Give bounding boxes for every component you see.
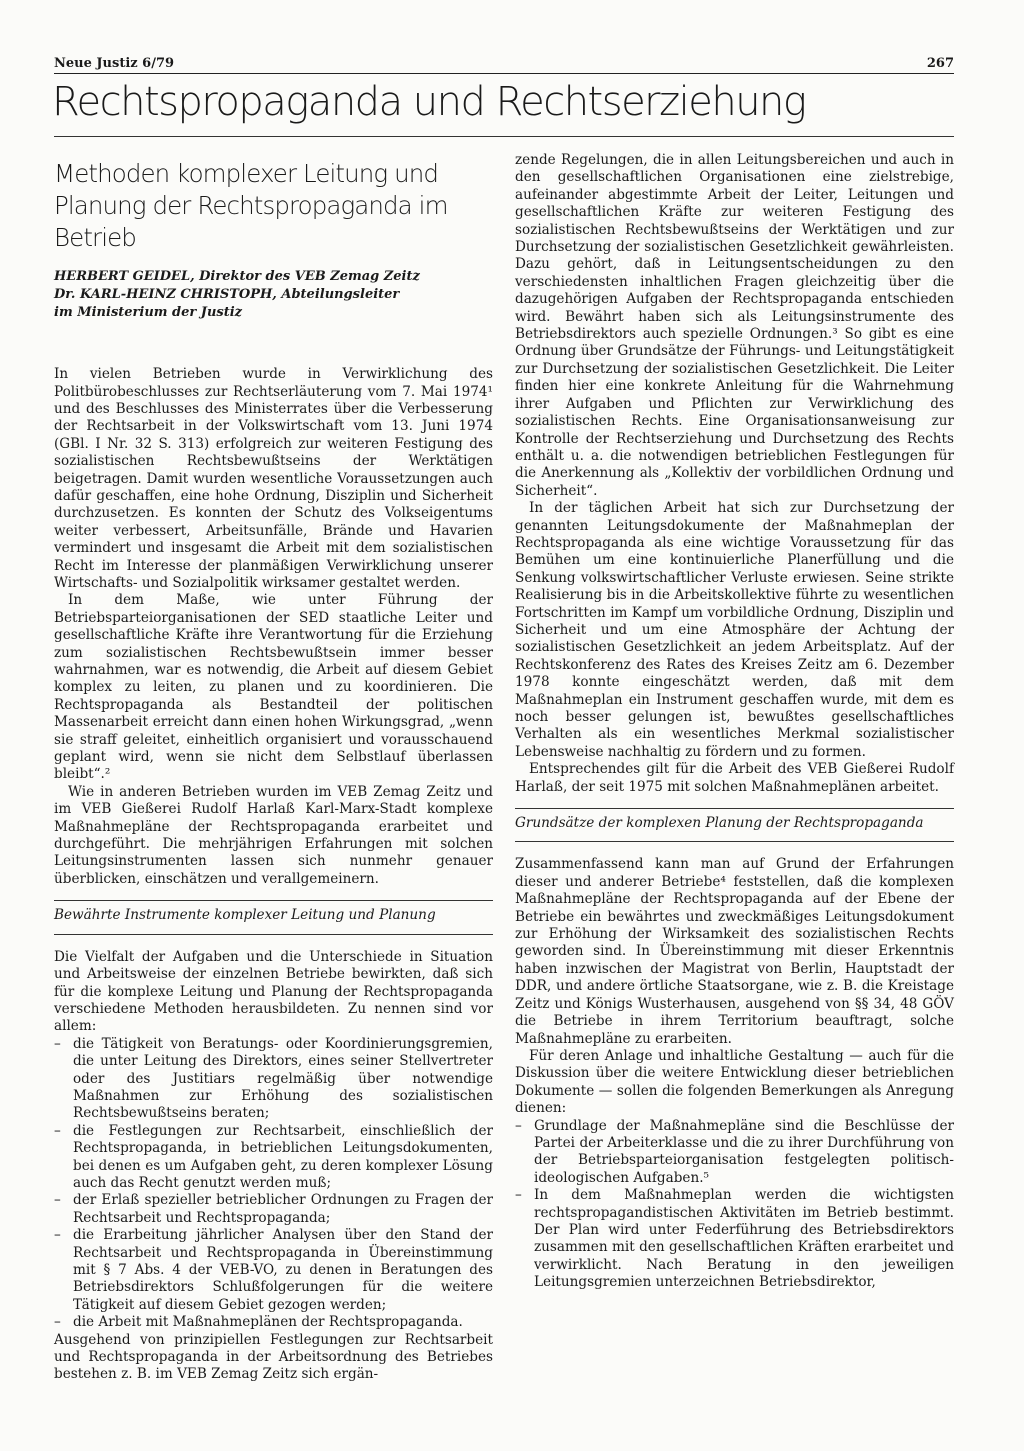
- paragraph-section2-2: Für deren Anlage und inhaltliche Gestaltung — auch für die Diskussion über die weitere Entwicklung dieser betrieblichen Dokumente — sollen die folgenden Bemerkungen als Anregung dienen:: [515, 1047, 954, 1117]
- list-item: – die Festlegungen zur Rechtsarbeit, einschließlich der Rechtspropaganda, in betrieblichen Leitungsdokumenten, bei denen es um Aufgaben geht, zu deren komplexer Lösung auch das Recht genutzt werden muß;: [54, 1123, 493, 1193]
- byline: [54, 268, 493, 323]
- paragraph-continuation-2: In der täglichen Arbeit hat sich zur Durchsetzung der genannten Leitungsdokumente der Maßnahmeplan der Rechtspropaganda als eine wichtige Voraussetzung für das Bemühen um eine kontinuierliche Planerfüllung und die Senkung volkswirtschaftlicher Verluste erwiesen. Seine strikte Realisierung bis in die Arbeitskollektive führte zu wesentlichen Fortschritten im Kampf um vorbildliche Ordnung, Disziplin und Sicherheit und um eine Atmosphäre der Achtung der sozialistischen Gesetzlichkeit an jedem Arbeitsplatz. Auf der Rechtskonferenz des Rates des Kreises Zeitz am 6. Dezember 1978 konnte eingeschätzt werden, daß mit dem Maßnahmeplan ein Instrument geschaffen wurde, mit dem es noch besser gelungen ist, bewußtes gesellschaftliches Verhalten als ein wesentliches Merkmal sozialistischer Lebensweise nachhaltig zu fördern und zu formen.: [515, 500, 954, 760]
- section-rule: [54, 136, 954, 137]
- byline-author-1: HERBERT GEIDEL, Direktor des VEB Zemag Zeitz: [54, 268, 420, 284]
- list-item: – die Erarbeitung jährlicher Analysen über den Stand der Rechtsarbeit und Rechtspropaganda in Übereinstimmung mit § 7 Abs. 4 der VEB-VO, zu denen in Beratungen des Betriebsdirektors Schlußfolgerungen für die weitere Tätigkeit auf diesem Gebiet gezogen werden;: [54, 1227, 493, 1314]
- byline-affiliation: im Ministerium der Justiz: [54, 304, 243, 320]
- journal-page: [52, 56, 954, 1383]
- list-item: – die Tätigkeit von Beratungs- oder Koordinierungsgremien, die unter Leitung des Direktors, eines seiner Stellvertreter oder des Justitiars regelmäßig über notwendige Maßnahmen zur Erhöhung des sozialistischen Rechtsbewußtseins beraten;: [54, 1036, 493, 1123]
- paragraph-section1-lead: Die Vielfalt der Aufgaben und die Unterschiede in Situation und Arbeitsweise der einzelnen Betriebe bewirkten, daß sich für die komplexe Leitung und Planung der Rechtspropaganda verschiedene Methoden herausbildeten. Zu nennen sind vor allem:: [54, 948, 493, 1035]
- list-item: – Grundlage der Maßnahmepläne sind die Beschlüsse der Partei der Arbeiterklasse und die zu ihrer Durchführung von der Betriebsparteiorganisation festgelegten politisch-ideologischen Aufgaben.⁵: [515, 1118, 954, 1188]
- subhead-instruments: Bewährte Instrumente komplexer Leitung und Planung: [54, 900, 493, 934]
- paragraph-intro-3: Wie in anderen Betrieben wurden im VEB Zemag Zeitz und im VEB Gießerei Rudolf Harlaß Karl-Marx-Stadt komplexe Maßnahmepläne der Rechtspropaganda erarbeitet und durchgeführt. Die mehrjährigen Erfahrungen mit solchen Leitungsinstrumenten lassen sich nunmehr genauer überblicken, einschätzen und verallgemeinern.: [54, 783, 493, 887]
- paragraph-section2-1: Zusammenfassend kann man auf Grund der Erfahrungen dieser und anderer Betriebe⁴ feststellen, daß die komplexen Maßnahmepläne der Rechtspropaganda auf der Ebene der Betriebe ein bewährtes und zweckmäßiges Leitungsdokument zur Erhöhung der Wirksamkeit des sozialistischen Rechts geworden sind. In Übereinstimmung mit dieser Erkenntnis haben inzwischen der Magistrat von Berlin, Hauptstadt der DDR, und andere örtliche Staatsorgane, wie z. B. die Kreistage Zeitz und Königs Wusterhausen, ausgehend von §§ 34, 48 GÖV die Betriebe in ihrem Territorium beauftragt, solche Maßnahmepläne zu erarbeiten.: [515, 856, 954, 1047]
- paragraph-section1-tail: Ausgehend von prinzipiellen Festlegungen zur Rechtsarbeit und Rechtspropaganda in der Arbeitsordnung des Betriebes bestehen z. B. im VEB Zemag Zeitz sich ergän-: [54, 1331, 493, 1383]
- paragraph-continuation-1: zende Regelungen, die in allen Leitungsbereichen und auch in den gesellschaftlichen Organisationen eine zielstrebige, aufeinander abgestimmte Arbeit der Leiter, Leitungen und gesellschaftlichen Kräfte zur weiteren Festigung des sozialistischen Rechtsbewußtseins der Werktätigen und zur Durchsetzung der sozialistischen Gesetzlichkeit gewährleisten. Dazu gehört, daß in Leitungsentscheidungen zu den verschiedensten inhaltlichen Fragen gleichzeitig über die dazugehörigen Aufgaben der Rechtspropaganda entschieden wird. Bewährt haben sich als Leitungsinstrumente des Betriebsdirektors auch spezielle Ordnungen.³ So gibt es eine Ordnung über Grundsätze der Führungs- und Leitungstätigkeit zur Durchsetzung der sozialistischen Gesetzlichkeit. Die Leiter finden hier eine konkrete Anleitung für die Wahrnehmung ihrer Aufgaben und Pflichten zur Verwirklichung des sozialistischen Rechts. Eine Organisationsanweisung zur Kontrolle der Rechtserziehung und Durchsetzung des Rechts enthält u. a. die notwendigen betrieblichen Festlegungen für die Anerkennung als „Kollektiv der vorbildlichen Ordnung und Sicherheit“.: [515, 152, 954, 499]
- right-column: [515, 152, 954, 1384]
- instrument-list: [54, 1036, 493, 1332]
- list-item: – der Erlaß spezieller betrieblicher Ordnungen zu Fragen der Rechtsarbeit und Rechtspropaganda;: [54, 1192, 493, 1227]
- paragraph-continuation-3: Entsprechendes gilt für die Arbeit des VEB Gießerei Rudolf Harlaß, der seit 1975 mit solchen Maßnahmeplänen arbeitet.: [515, 761, 954, 795]
- article-body: [54, 152, 954, 1384]
- subhead-principles: Grundsätze der komplexen Planung der Rechtspropaganda: [515, 808, 954, 842]
- paragraph-intro-2: In dem Maße, wie unter Führung der Betriebsparteiorganisationen der SED staatliche Leiter und gesellschaftliche Kräfte ihre Verantwortung für die Erziehung zum sozialistischen Rechtsbewußtsein immer besser wahrnahmen, war es notwendig, die Arbeit auf diesem Gebiet komplex zu leiten, zu planen und zu koordinieren. Die Rechtspropaganda als Bestandteil der politischen Massenarbeit erreicht dann einen hohen Wirkungsgrad, „wenn sie straff geleitet, einheitlich organisiert und vorausschauend geplant wird, wenn sie nicht dem Selbstlauf überlassen bleibt“.²: [54, 592, 493, 783]
- list-item: – In dem Maßnahmeplan werden die wichtigsten rechtspropagandistischen Aktivitäten im Betrieb bestimmt. Der Plan wird unter Federführung des Betriebsdirektors zusammen mit den gesellschaftlichen Kräften erarbeitet und verwirklicht. Nach Beratung in den jeweiligen Leitungsgremien unterzeichnen Betriebsdirektor,: [515, 1187, 954, 1291]
- principles-list: [515, 1118, 954, 1292]
- section-title: Rechtspropaganda und Rechtserziehung: [52, 79, 806, 125]
- journal-issue: Neue Justiz 6/79: [54, 56, 175, 71]
- paragraph-intro-1: In vielen Betrieben wurde in Verwirklichung des Politbürobeschlusses zur Rechtserläuterung vom 7. Mai 1974¹ und des Beschlusses des Ministerrates über die Verbesserung der Rechtsarbeit in der Volkswirtschaft vom 13. Juni 1974 (GBl. I Nr. 32 S. 313) erfolgreich zur weiteren Festigung des sozialistischen Rechtsbewußtseins der Werktätigen beigetragen. Damit wurden wesentliche Voraussetzungen auch dafür geschaffen, eine hohe Ordnung, Disziplin und Sicherheit durchzusetzen. Es konnten der Schutz des Volkseigentums weiter verbessert, Arbeitsunfälle, Brände und Havarien vermindert und insgesamt die Arbeit mit dem sozialistischen Recht im Interesse der planmäßigen Verwirklichung unserer Wirtschafts- und Sozialpolitik wirksamer gestaltet werden.: [54, 366, 493, 591]
- running-head: [54, 56, 954, 74]
- page-number: 267: [926, 56, 954, 71]
- list-item: – die Arbeit mit Maßnahmeplänen der Rechtspropaganda.: [54, 1314, 493, 1331]
- article-title: Methoden komplexer Leitung und Planung der Rechtspropaganda im Betrieb: [54, 159, 448, 252]
- byline-author-2: Dr. KARL-HEINZ CHRISTOPH, Abteilungsleiter: [54, 286, 400, 302]
- left-column: [54, 152, 493, 1384]
